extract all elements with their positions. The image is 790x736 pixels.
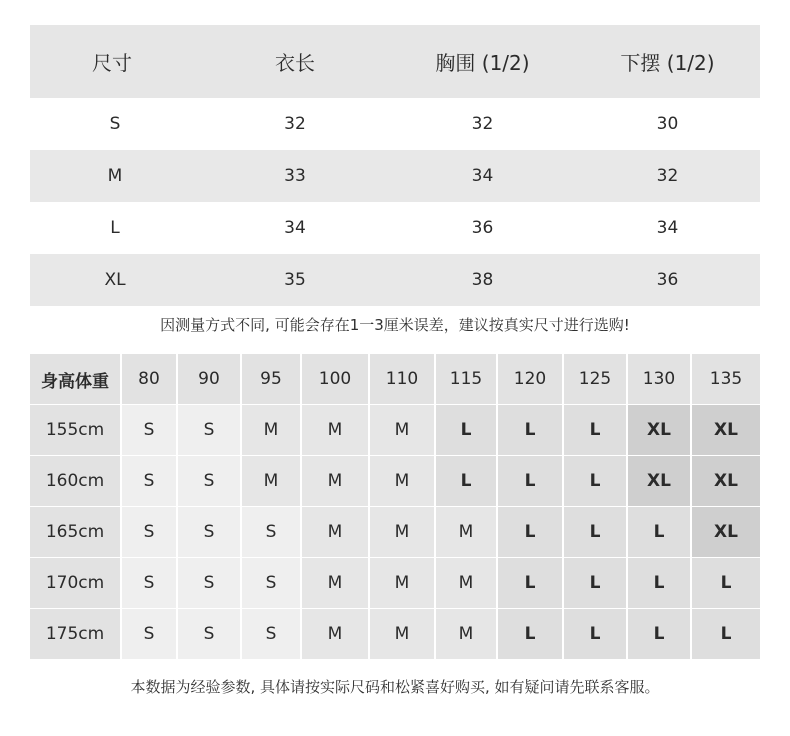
recommended-size-cell: S	[178, 558, 242, 608]
weight-header: 90	[178, 354, 242, 404]
recommended-size-cell: M	[370, 456, 436, 506]
recommended-size-cell: S	[178, 456, 242, 506]
recommended-size-cell: S	[242, 507, 302, 557]
height-label: 155cm	[30, 405, 122, 455]
hem-value: 36	[656, 270, 679, 290]
recommended-size-cell: XL	[628, 456, 692, 506]
table-row	[30, 98, 760, 150]
table-row	[30, 456, 760, 506]
recommended-size-cell: S	[122, 456, 178, 506]
recommended-size-cell: XL	[692, 456, 760, 506]
table-row	[30, 254, 760, 306]
recommended-size-cell: L	[436, 456, 498, 506]
table-row	[30, 558, 760, 608]
weight-header: 80	[122, 354, 178, 404]
weight-header: 130	[628, 354, 692, 404]
recommended-size-cell: S	[122, 507, 178, 557]
table-row	[30, 405, 760, 455]
recommended-size-cell: L	[498, 558, 564, 608]
recommended-size-cell: L	[564, 405, 628, 455]
recommended-size-cell: L	[498, 456, 564, 506]
table-row	[30, 202, 760, 254]
hem-value: 32	[656, 166, 679, 186]
weight-header: 115	[436, 354, 498, 404]
recommended-size-cell: S	[178, 405, 242, 455]
height-label: 160cm	[30, 456, 122, 506]
height-label: 175cm	[30, 609, 122, 659]
chest-value: 34	[471, 166, 494, 186]
recommended-size-cell: L	[498, 609, 564, 659]
height-weight-corner: 身高体重	[30, 354, 122, 404]
table-row	[30, 507, 760, 557]
length-value: 34	[284, 218, 306, 238]
size-label: S	[109, 114, 121, 134]
recommended-size-cell: XL	[692, 507, 760, 557]
recommended-size-cell: XL	[628, 405, 692, 455]
recommended-size-cell: L	[436, 405, 498, 455]
weight-header: 120	[498, 354, 564, 404]
size-label: M	[107, 166, 123, 186]
recommended-size-cell: M	[370, 558, 436, 608]
chest-value: 36	[471, 218, 494, 238]
recommended-size-cell: L	[628, 558, 692, 608]
recommended-size-cell: M	[242, 405, 302, 455]
recommended-size-cell: S	[178, 507, 242, 557]
recommended-size-cell: XL	[692, 405, 760, 455]
recommended-size-cell: S	[178, 609, 242, 659]
height-label: 165cm	[30, 507, 122, 557]
weight-header: 100	[302, 354, 370, 404]
recommended-size-cell: M	[436, 558, 498, 608]
recommended-size-cell: S	[242, 609, 302, 659]
header-length: 衣长	[275, 51, 315, 75]
recommended-size-cell: M	[370, 609, 436, 659]
recommended-size-cell: M	[370, 405, 436, 455]
recommended-size-cell: L	[692, 609, 760, 659]
recommended-size-cell: M	[302, 558, 370, 608]
recommended-size-cell: M	[302, 609, 370, 659]
recommended-size-cell: L	[564, 507, 628, 557]
size-recommendation-grid	[30, 354, 760, 659]
size-label: XL	[104, 270, 126, 290]
recommended-size-cell: S	[122, 558, 178, 608]
recommended-size-cell: L	[628, 507, 692, 557]
size-label: L	[110, 218, 120, 238]
header-size: 尺寸	[92, 51, 132, 75]
recommended-size-cell: M	[436, 609, 498, 659]
recommended-size-cell: M	[302, 507, 370, 557]
recommended-size-cell: M	[436, 507, 498, 557]
recommended-size-cell: L	[564, 609, 628, 659]
weight-header-row	[30, 354, 760, 404]
recommended-size-cell: M	[370, 507, 436, 557]
recommended-size-cell: M	[302, 405, 370, 455]
recommended-size-cell: M	[302, 456, 370, 506]
measurement-note: 因测量方式不同, 可能会存在1一3厘米误差，建议按真实尺寸进行选购!	[160, 316, 630, 334]
recommended-size-cell: S	[122, 609, 178, 659]
recommended-size-cell: L	[498, 405, 564, 455]
hem-value: 34	[656, 218, 679, 238]
recommended-size-cell: M	[242, 456, 302, 506]
reference-note: 本数据为经验参数, 具体请按实际尺码和松紧喜好购买, 如有疑问请先联系客服。	[130, 678, 660, 696]
recommended-size-cell: L	[692, 558, 760, 608]
length-value: 33	[284, 166, 306, 186]
length-value: 35	[284, 270, 306, 290]
recommended-size-cell: L	[564, 456, 628, 506]
recommended-size-cell: L	[498, 507, 564, 557]
weight-header: 95	[242, 354, 302, 404]
height-label: 170cm	[30, 558, 122, 608]
size-measurement-table	[30, 25, 760, 306]
table-row	[30, 609, 760, 659]
recommended-size-cell: L	[628, 609, 692, 659]
weight-header: 135	[692, 354, 760, 404]
size-table-header	[30, 25, 760, 98]
header-hem: 下摆 (1/2)	[620, 51, 715, 75]
weight-header: 110	[370, 354, 436, 404]
chest-value: 38	[471, 270, 494, 290]
recommended-size-cell: L	[564, 558, 628, 608]
chest-value: 32	[471, 114, 494, 134]
hem-value: 30	[656, 114, 679, 134]
table-row	[30, 150, 760, 202]
recommended-size-cell: S	[242, 558, 302, 608]
header-chest: 胸围 (1/2)	[435, 51, 530, 75]
recommended-size-cell: S	[122, 405, 178, 455]
length-value: 32	[284, 114, 306, 134]
weight-header: 125	[564, 354, 628, 404]
